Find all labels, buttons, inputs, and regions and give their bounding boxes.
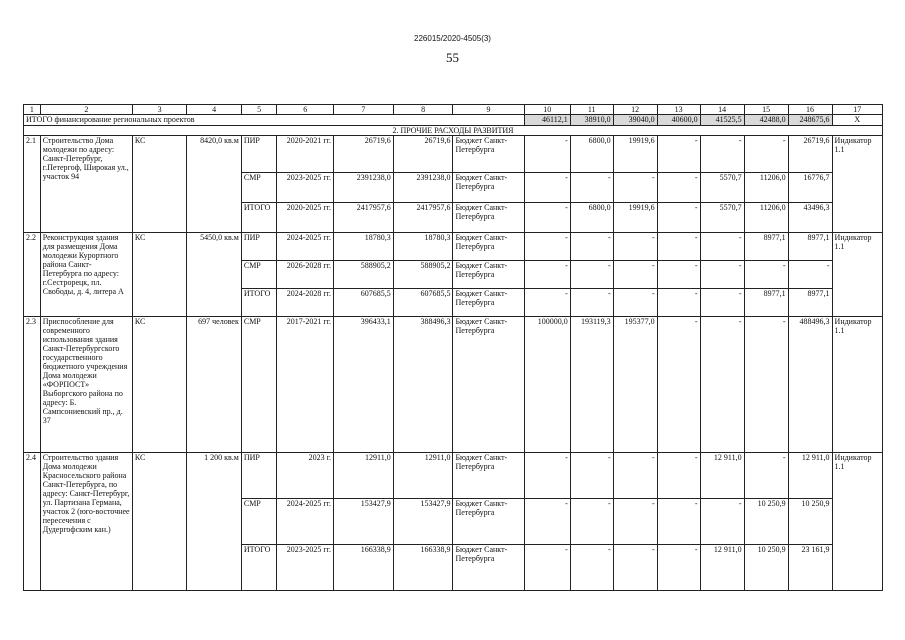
year-value: - bbox=[613, 173, 657, 203]
funding-source: Бюджет Санкт-Петербурга bbox=[453, 317, 524, 453]
year-value: - bbox=[613, 261, 657, 289]
year-value: - bbox=[524, 289, 570, 317]
period: 2017-2021 гг. bbox=[277, 317, 334, 453]
period: 2023 г. bbox=[277, 453, 334, 499]
column-number: 10 bbox=[524, 105, 570, 115]
year-value: 8977,1 bbox=[744, 289, 788, 317]
item-capacity: 5450,0 кв.м bbox=[187, 233, 241, 317]
year-value: 10 250,9 bbox=[788, 499, 832, 545]
stage: СМР bbox=[241, 173, 277, 203]
stage: СМР bbox=[241, 317, 277, 453]
total-row bbox=[24, 115, 883, 126]
year-value: - bbox=[570, 545, 613, 591]
year-value: 5570,7 bbox=[700, 203, 744, 233]
year-value: - bbox=[524, 545, 570, 591]
cost-total: 153427,9 bbox=[334, 499, 394, 545]
total-value: 41525,5 bbox=[700, 115, 744, 126]
item-type: КС bbox=[132, 136, 186, 233]
year-value: - bbox=[524, 261, 570, 289]
column-number: 12 bbox=[613, 105, 657, 115]
total-label: ИТОГО финансирование региональных проектов bbox=[24, 115, 525, 126]
year-value: - bbox=[570, 261, 613, 289]
funding-source: Бюджет Санкт-Петербурга bbox=[453, 499, 524, 545]
year-value: - bbox=[613, 545, 657, 591]
column-number: 1 bbox=[24, 105, 41, 115]
year-value: 8977,1 bbox=[788, 289, 832, 317]
year-value: 26719,6 bbox=[788, 136, 832, 173]
item-number: 2.3 bbox=[24, 317, 41, 453]
year-value: - bbox=[613, 233, 657, 261]
year-value: - bbox=[700, 289, 744, 317]
indicator: Индикатор 1.1 bbox=[832, 453, 882, 591]
cost-remaining: 388496,3 bbox=[393, 317, 453, 453]
total-value: Х bbox=[832, 115, 882, 126]
total-value: 248675,6 bbox=[788, 115, 832, 126]
year-value: - bbox=[700, 499, 744, 545]
year-value: - bbox=[657, 545, 700, 591]
year-value: - bbox=[524, 136, 570, 173]
year-value: 19919,6 bbox=[613, 203, 657, 233]
total-value: 38910,0 bbox=[570, 115, 613, 126]
item-row bbox=[24, 317, 883, 453]
year-value: - bbox=[700, 136, 744, 173]
cost-remaining: 153427,9 bbox=[393, 499, 453, 545]
year-value: - bbox=[613, 289, 657, 317]
item-name: Строительство Дома молодежи по адресу: Санкт-Петербург, г.Петергоф, Широкая ул., участок 94 bbox=[40, 136, 132, 233]
period: 2024-2025 гг. bbox=[277, 233, 334, 261]
year-value: - bbox=[613, 453, 657, 499]
cost-remaining: 166338,9 bbox=[393, 545, 453, 591]
period: 2020-2021 гг. bbox=[277, 136, 334, 173]
funding-source: Бюджет Санкт-Петербурга bbox=[453, 261, 524, 289]
year-value: 12 911,0 bbox=[700, 453, 744, 499]
stage: СМР bbox=[241, 261, 277, 289]
item-row bbox=[24, 233, 883, 261]
total-value: 46112,1 bbox=[524, 115, 570, 126]
year-value: - bbox=[744, 136, 788, 173]
year-value: - bbox=[744, 317, 788, 453]
year-value: 100000,0 bbox=[524, 317, 570, 453]
year-value: - bbox=[657, 136, 700, 173]
year-value: - bbox=[570, 453, 613, 499]
item-name: Приспособление для современного использования здания Санкт-Петербургского государственного бюджетного учреждения Дома молодежи «ФОРПОСТ» Выборгского района по адресу: Б. Сампсониевский пр., д. 37 bbox=[40, 317, 132, 453]
cost-remaining: 588905,2 bbox=[393, 261, 453, 289]
column-number: 14 bbox=[700, 105, 744, 115]
cost-total: 166338,9 bbox=[334, 545, 394, 591]
item-name: Реконструкция здания для размещения Дома молодежи Курортного района Санкт-Петербурга по адресу: г.Сестрорецк, пл. Свободы, д. 4, литера А bbox=[40, 233, 132, 317]
funding-source: Бюджет Санкт-Петербурга bbox=[453, 289, 524, 317]
column-number: 15 bbox=[744, 105, 788, 115]
year-value: 193119,3 bbox=[570, 317, 613, 453]
funding-source: Бюджет Санкт-Петербурга bbox=[453, 453, 524, 499]
cost-total: 607685,5 bbox=[334, 289, 394, 317]
section-row bbox=[24, 126, 883, 136]
period: 2024-2025 гг. bbox=[277, 499, 334, 545]
year-value: - bbox=[524, 453, 570, 499]
period: 2020-2025 гг. bbox=[277, 203, 334, 233]
cost-total: 18780,3 bbox=[334, 233, 394, 261]
period: 2026-2028 гг. bbox=[277, 261, 334, 289]
year-value: - bbox=[700, 317, 744, 453]
item-type: КС bbox=[132, 233, 186, 317]
stage: ПИР bbox=[241, 453, 277, 499]
total-value: 39040,0 bbox=[613, 115, 657, 126]
item-capacity: 697 человек bbox=[187, 317, 241, 453]
year-value: 11206,0 bbox=[744, 173, 788, 203]
year-value: 19919,6 bbox=[613, 136, 657, 173]
column-number: 13 bbox=[657, 105, 700, 115]
year-value: - bbox=[657, 233, 700, 261]
cost-total: 2417957,6 bbox=[334, 203, 394, 233]
year-value: - bbox=[700, 233, 744, 261]
total-value: 40600,0 bbox=[657, 115, 700, 126]
item-type: КС bbox=[132, 453, 186, 591]
year-value: 23 161,9 bbox=[788, 545, 832, 591]
indicator: Индикатор 1.1 bbox=[832, 233, 882, 317]
year-value: - bbox=[657, 499, 700, 545]
funding-source: Бюджет Санкт-Петербурга bbox=[453, 203, 524, 233]
header-row bbox=[24, 105, 883, 115]
year-value: - bbox=[613, 499, 657, 545]
stage: ИТОГО bbox=[241, 545, 277, 591]
indicator: Индикатор 1.1 bbox=[832, 317, 882, 453]
cost-remaining: 26719,6 bbox=[393, 136, 453, 173]
cost-remaining: 607685,5 bbox=[393, 289, 453, 317]
year-value: - bbox=[657, 317, 700, 453]
stage: ПИР bbox=[241, 233, 277, 261]
cost-remaining: 2417957,6 bbox=[393, 203, 453, 233]
year-value: - bbox=[744, 453, 788, 499]
year-value: 5570,7 bbox=[700, 173, 744, 203]
year-value: 16776,7 bbox=[788, 173, 832, 203]
item-number: 2.1 bbox=[24, 136, 41, 233]
cost-total: 396433,1 bbox=[334, 317, 394, 453]
funding-source: Бюджет Санкт-Петербурга bbox=[453, 136, 524, 173]
indicator: Индикатор 1.1 bbox=[832, 136, 882, 233]
stage: ИТОГО bbox=[241, 289, 277, 317]
item-number: 2.4 bbox=[24, 453, 41, 591]
stage: ПИР bbox=[241, 136, 277, 173]
column-number: 7 bbox=[334, 105, 394, 115]
year-value: - bbox=[700, 261, 744, 289]
item-type: КС bbox=[132, 317, 186, 453]
column-number: 8 bbox=[393, 105, 453, 115]
cost-total: 2391238,0 bbox=[334, 173, 394, 203]
column-number: 6 bbox=[277, 105, 334, 115]
column-number: 16 bbox=[788, 105, 832, 115]
year-value: 8977,1 bbox=[744, 233, 788, 261]
year-value: 195377,0 bbox=[613, 317, 657, 453]
year-value: 12 911,0 bbox=[788, 453, 832, 499]
item-name: Строительство здания Дома молодежи Красносельского района Санкт-Петербурга, по адресу: Санкт-Петербург, ул. Партизана Германа, участок 2 (юго-восточнее пересечения с Дудергофским кан.) bbox=[40, 453, 132, 591]
year-value: 10 250,9 bbox=[744, 499, 788, 545]
year-value: - bbox=[570, 289, 613, 317]
column-number: 3 bbox=[132, 105, 186, 115]
funding-source: Бюджет Санкт-Петербурга bbox=[453, 545, 524, 591]
item-number: 2.2 bbox=[24, 233, 41, 317]
column-number: 17 bbox=[832, 105, 882, 115]
stage: СМР bbox=[241, 499, 277, 545]
cost-remaining: 2391238,0 bbox=[393, 173, 453, 203]
cost-total: 12911,0 bbox=[334, 453, 394, 499]
year-value: - bbox=[657, 289, 700, 317]
cost-total: 26719,6 bbox=[334, 136, 394, 173]
year-value: 8977,1 bbox=[788, 233, 832, 261]
column-number: 5 bbox=[241, 105, 277, 115]
year-value: - bbox=[570, 173, 613, 203]
item-row bbox=[24, 453, 883, 499]
year-value: - bbox=[570, 499, 613, 545]
year-value: 6800,0 bbox=[570, 136, 613, 173]
cost-remaining: 12911,0 bbox=[393, 453, 453, 499]
total-value: 42488,0 bbox=[744, 115, 788, 126]
year-value: 12 911,0 bbox=[700, 545, 744, 591]
year-value: - bbox=[744, 261, 788, 289]
period: 2023-2025 гг. bbox=[277, 173, 334, 203]
document-number: 226015/2020-4505(3) bbox=[414, 34, 491, 43]
funding-source: Бюджет Санкт-Петербурга bbox=[453, 173, 524, 203]
item-row bbox=[24, 136, 883, 173]
year-value: - bbox=[788, 261, 832, 289]
year-value: 11206,0 bbox=[744, 203, 788, 233]
year-value: - bbox=[524, 499, 570, 545]
year-value: - bbox=[657, 173, 700, 203]
item-capacity: 1 200 кв.м bbox=[187, 453, 241, 591]
funding-source: Бюджет Санкт-Петербурга bbox=[453, 233, 524, 261]
section-title: 2. ПРОЧИЕ РАСХОДЫ РАЗВИТИЯ bbox=[24, 126, 883, 136]
cost-total: 588905,2 bbox=[334, 261, 394, 289]
year-value: - bbox=[570, 233, 613, 261]
cost-remaining: 18780,3 bbox=[393, 233, 453, 261]
column-number: 2 bbox=[40, 105, 132, 115]
year-value: - bbox=[524, 203, 570, 233]
column-number: 11 bbox=[570, 105, 613, 115]
financing-table bbox=[23, 104, 883, 591]
stage: ИТОГО bbox=[241, 203, 277, 233]
item-capacity: 8420,0 кв.м bbox=[187, 136, 241, 233]
year-value: - bbox=[524, 233, 570, 261]
year-value: - bbox=[657, 261, 700, 289]
year-value: - bbox=[524, 173, 570, 203]
page-number: 55 bbox=[446, 50, 459, 65]
column-number: 4 bbox=[187, 105, 241, 115]
column-number: 9 bbox=[453, 105, 524, 115]
year-value: - bbox=[657, 453, 700, 499]
period: 2023-2025 гг. bbox=[277, 545, 334, 591]
year-value: 488496,3 bbox=[788, 317, 832, 453]
period: 2024-2028 гг. bbox=[277, 289, 334, 317]
year-value: 6800,0 bbox=[570, 203, 613, 233]
year-value: 43496,3 bbox=[788, 203, 832, 233]
year-value: - bbox=[657, 203, 700, 233]
year-value: 10 250,9 bbox=[744, 545, 788, 591]
